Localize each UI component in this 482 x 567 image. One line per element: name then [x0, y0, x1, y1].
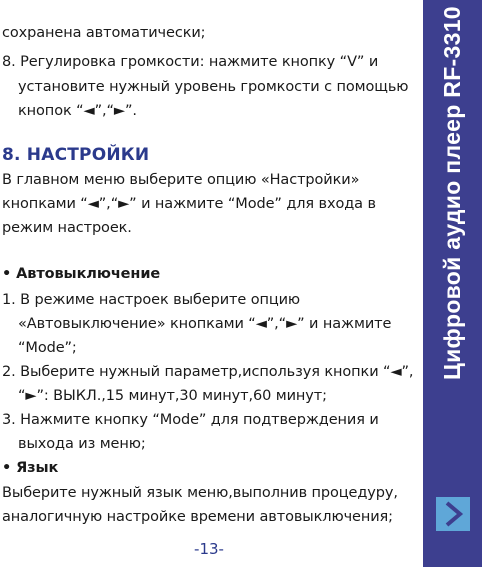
- chevron-right-icon: [436, 497, 470, 531]
- text-line: установите нужный уровень громкости с помощью: [18, 79, 409, 95]
- text-line: 1. В режиме настроек выберите опцию: [2, 292, 301, 308]
- text-line: выхода из меню;: [18, 436, 146, 452]
- page-number: -13-: [194, 540, 224, 558]
- text-line: кнопок “◄”,“►”.: [18, 103, 137, 119]
- text-line: кнопками “◄”,“►” и нажмите “Mode” для входа в: [2, 196, 376, 212]
- subsection-heading: • Язык: [2, 460, 59, 476]
- text-line: 3. Нажмите кнопку “Mode” для подтверждения и: [2, 412, 379, 428]
- text-line: «Автовыключение» кнопками “◄”,“►” и нажмите: [18, 316, 392, 332]
- next-page-button[interactable]: [436, 497, 470, 531]
- sidebar: [423, 0, 482, 567]
- text-line: Выберите нужный язык меню,выполнив процедуру,: [2, 485, 398, 501]
- text-line: 8. Регулировка громкости: нажмите кнопку “V” и: [2, 54, 379, 70]
- text-line: 2. Выберите нужный параметр,используя кнопки “◄”,: [2, 364, 414, 380]
- text-line: В главном меню выберите опцию «Настройки»: [2, 172, 360, 188]
- sidebar-title: Цифровой аудио плеер RF-3310: [439, 6, 465, 380]
- text-line: режим настроек.: [2, 220, 132, 236]
- subsection-heading: • Автовыключение: [2, 266, 161, 282]
- text-line: аналогичную настройке времени автовыключения;: [2, 509, 393, 525]
- section-heading: 8. НАСТРОЙКИ: [2, 145, 150, 165]
- text-line: “Mode”;: [18, 340, 77, 356]
- text-line: сохранена автоматически;: [2, 25, 206, 41]
- text-line: “►”: ВЫКЛ.,15 минут,30 минут,60 минут;: [18, 388, 327, 404]
